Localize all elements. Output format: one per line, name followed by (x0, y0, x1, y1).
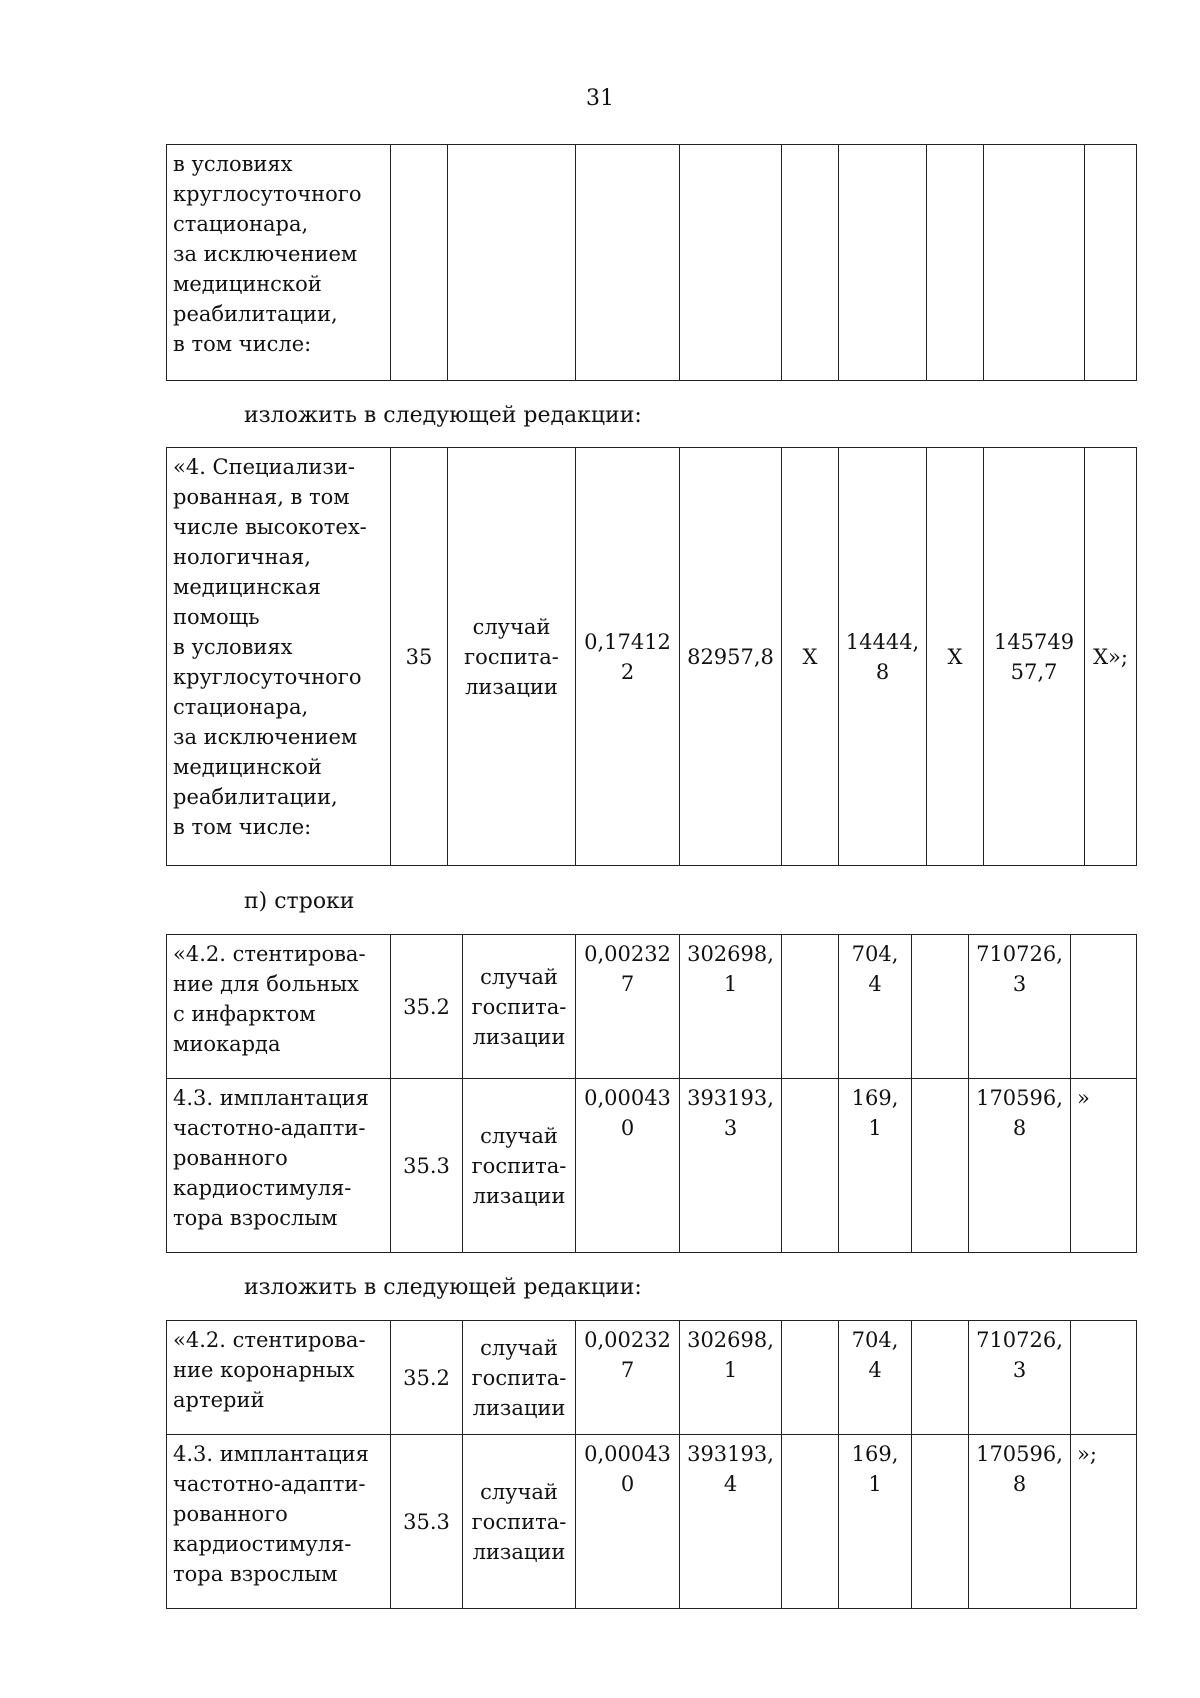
cell-c8 (984, 145, 1085, 381)
cell-c7 (927, 145, 984, 381)
cell-c7 (912, 1079, 969, 1253)
cell-unit (448, 145, 576, 381)
table-new-row (166, 447, 1137, 866)
table-row (167, 1321, 1137, 1435)
cell-c5: Х (782, 448, 839, 866)
cell-c9: »; (1071, 1435, 1137, 1609)
cell-c5 (782, 1321, 839, 1435)
cell-c9 (1071, 1321, 1137, 1435)
table-row (167, 1435, 1137, 1609)
table-original-row (166, 144, 1137, 381)
cell-c8: 170596, 8 (969, 1079, 1071, 1253)
cell-c5 (782, 145, 839, 381)
cell-unit: случай госпита- лизации (448, 448, 576, 866)
cell-c8: 710726, 3 (969, 1321, 1071, 1435)
cell-c6: 704,4 (839, 935, 912, 1079)
cell-cost: 302698, 1 (680, 1321, 782, 1435)
cell-code (391, 145, 448, 381)
cell-c6 (839, 145, 927, 381)
cell-c8: 710726, 3 (969, 935, 1071, 1079)
cell-unit: случай госпита- лизации (463, 935, 576, 1079)
cell-volume: 0,00232 7 (576, 935, 680, 1079)
cell-unit: случай госпита- лизации (463, 1321, 576, 1435)
cell-unit: случай госпита- лизации (463, 1435, 576, 1609)
cell-code: 35.3 (391, 1435, 463, 1609)
table-new-rows (166, 1320, 1137, 1609)
cell-c6: 169,1 (839, 1079, 912, 1253)
paragraph-edit-instruction-2: изложить в следующей редакции: (244, 1275, 642, 1300)
paragraph-edit-instruction: изложить в следующей редакции: (244, 403, 642, 428)
row-label: 4.3. имплантация частотно-адапти- рованного кардиостимуля- тора взрослым (167, 1079, 391, 1253)
cell-code: 35 (391, 448, 448, 866)
cell-c6: 169,1 (839, 1435, 912, 1609)
cell-c7 (912, 1321, 969, 1435)
cell-c9: Х»; (1085, 448, 1137, 866)
row-label: «4.2. стентирова- ние коронарных артерий (167, 1321, 391, 1435)
cell-volume (576, 145, 680, 381)
cell-c5 (782, 1435, 839, 1609)
cell-volume: 0,00232 7 (576, 1321, 680, 1435)
cell-volume: 0,17412 2 (576, 448, 680, 866)
cell-cost: 302698, 1 (680, 935, 782, 1079)
cell-c7: Х (927, 448, 984, 866)
cell-code: 35.2 (391, 1321, 463, 1435)
cell-c9 (1071, 935, 1137, 1079)
cell-cost (680, 145, 782, 381)
row-label: в условиях круглосуточного стационара, за исключением медицинской реабилитации, в том числе: (167, 145, 391, 381)
cell-c7 (912, 935, 969, 1079)
row-label: 4.3. имплантация частотно-адапти- рованного кардиостимуля- тора взрослым (167, 1435, 391, 1609)
cell-cost: 393193, 3 (680, 1079, 782, 1253)
cell-c8: 145749 57,7 (984, 448, 1085, 866)
cell-c8: 170596, 8 (969, 1435, 1071, 1609)
cell-c5 (782, 935, 839, 1079)
cell-c9: » (1071, 1079, 1137, 1253)
row-label: «4.2. стентирова- ние для больных с инфарктом миокарда (167, 935, 391, 1079)
cell-cost: 82957,8 (680, 448, 782, 866)
table-row (167, 448, 1137, 866)
row-label: «4. Специализи- рованная, в том числе высокотех- нологичная, медицинская помощь в условиях круглосуточного стационара, за исключением медицинской реабилитации, в том числе: (167, 448, 391, 866)
cell-code: 35.3 (391, 1079, 463, 1253)
cell-c7 (912, 1435, 969, 1609)
cell-volume: 0,00043 0 (576, 1079, 680, 1253)
cell-code: 35.2 (391, 935, 463, 1079)
cell-c5 (782, 1079, 839, 1253)
table-row (167, 935, 1137, 1079)
cell-c6: 14444, 8 (839, 448, 927, 866)
cell-cost: 393193, 4 (680, 1435, 782, 1609)
page-number: 31 (586, 86, 614, 111)
paragraph-rows-heading: п) строки (244, 889, 355, 914)
cell-unit: случай госпита- лизации (463, 1079, 576, 1253)
cell-c9 (1085, 145, 1137, 381)
table-row (167, 1079, 1137, 1253)
table-original-rows (166, 934, 1137, 1253)
table-row (167, 145, 1137, 381)
cell-c6: 704,4 (839, 1321, 912, 1435)
cell-volume: 0,00043 0 (576, 1435, 680, 1609)
